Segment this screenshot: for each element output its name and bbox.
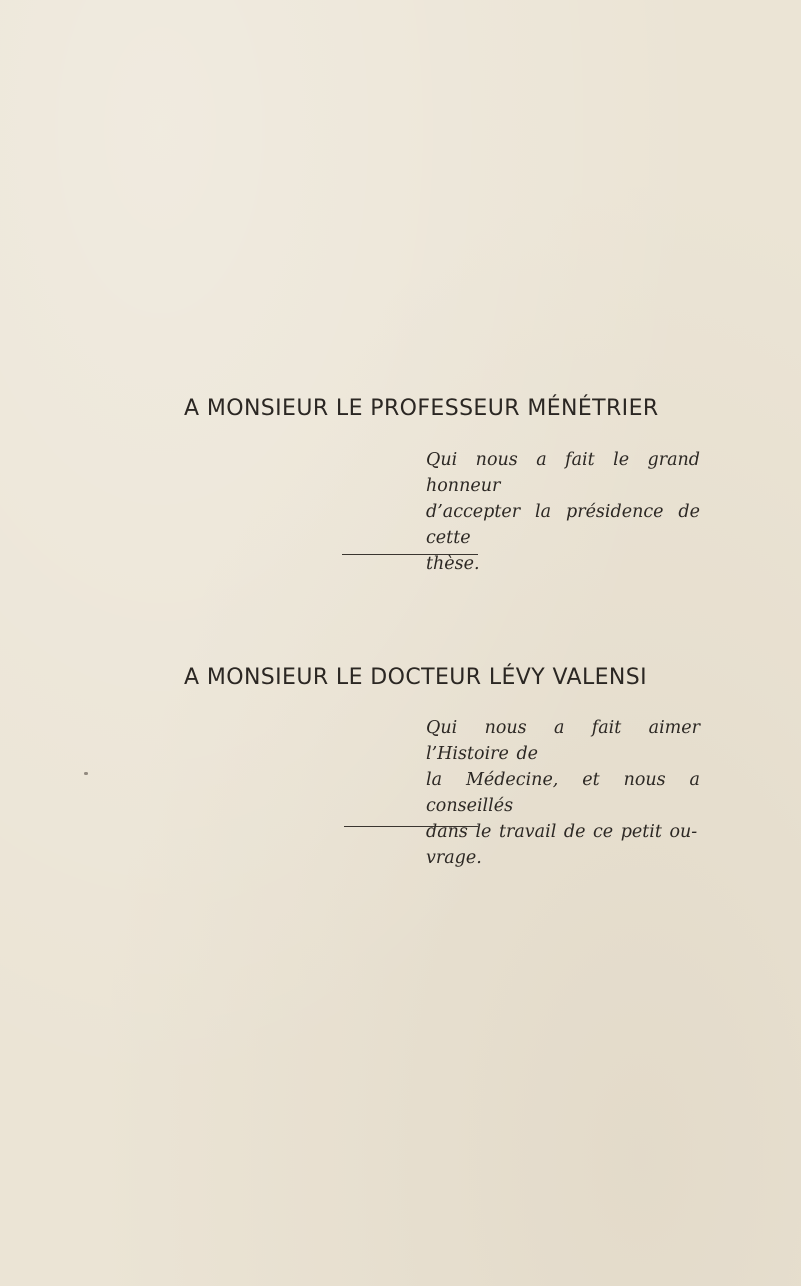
dedication-line: la Médecine, et nous a conseillés [426,770,700,816]
dedication-line: thèse. [426,554,480,574]
separator-rule [344,826,478,827]
dedication-heading-menetrier: A MONSIEUR LE PROFESSEUR MÉNÉTRIER [184,396,659,421]
dedication-heading-levy-valensi: A MONSIEUR LE DOCTEUR LÉVY VALENSI [184,665,648,690]
dedication-line: vrage. [426,848,482,868]
dedication-line: Qui nous a fait aimer l’Histoire de [426,718,700,764]
dedication-text-levy-valensi [426,715,700,871]
dedication-line: dans le travail de ce petit ou- [426,822,698,842]
dedication-line: d’accepter la présidence de cette [426,502,700,548]
dedication-text-menetrier [426,447,700,577]
separator-rule [342,554,478,555]
dedication-line: Qui nous a fait le grand honneur [426,450,700,496]
paper-speck [84,772,88,775]
